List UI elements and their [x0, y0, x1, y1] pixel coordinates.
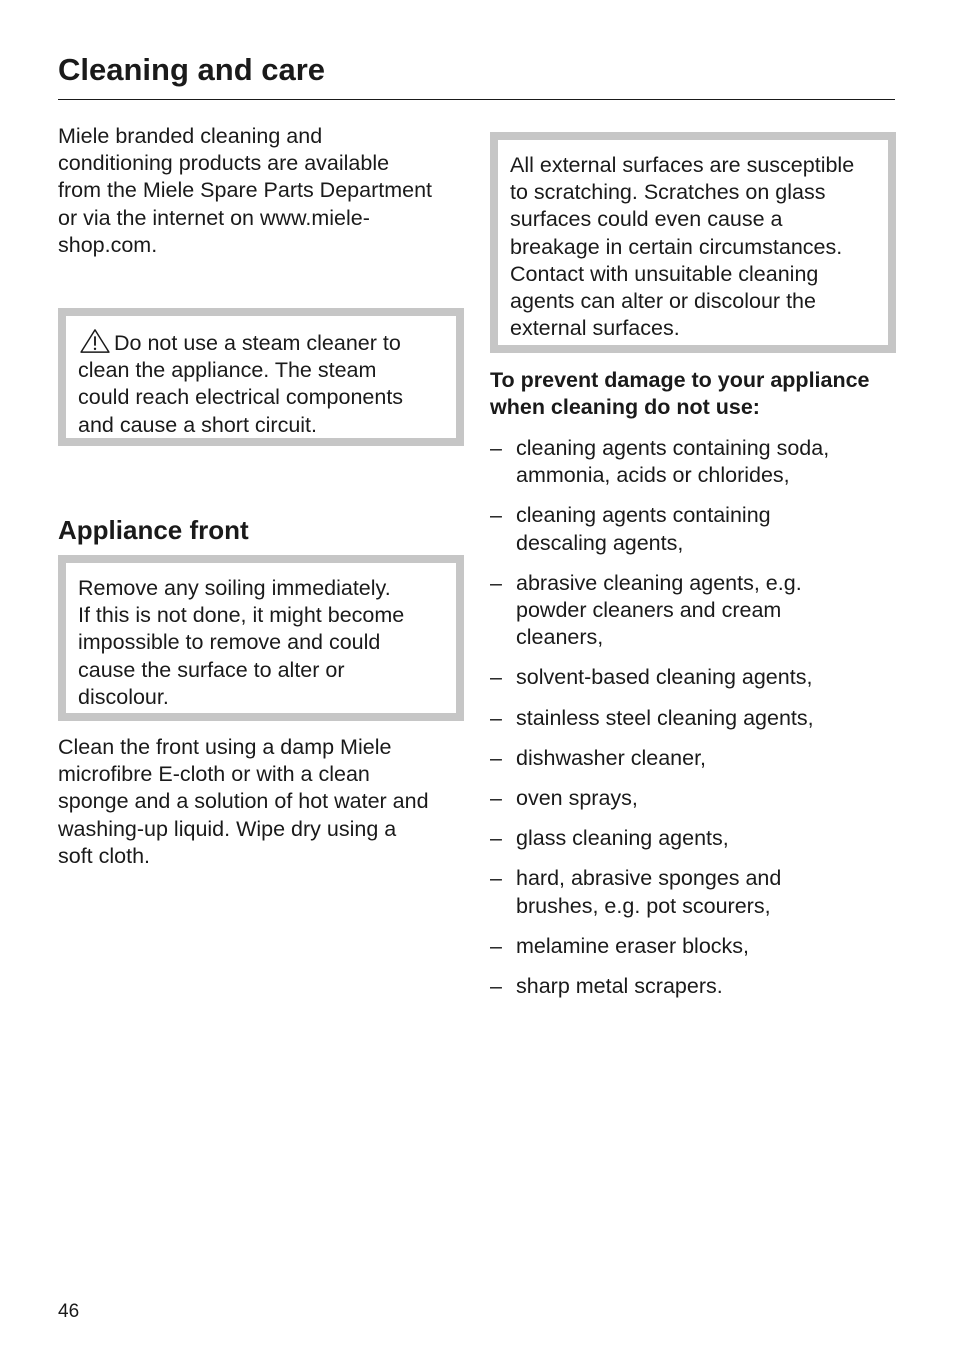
list-item	[490, 825, 896, 852]
note-line: All external surfaces are susceptible	[510, 153, 855, 177]
list-item-line: sharp metal scrapers.	[516, 974, 723, 999]
heading-line: To prevent damage to your appliance	[490, 368, 870, 392]
do-not-use-list-container	[490, 435, 896, 1000]
list-item	[490, 785, 896, 812]
list-item-line: melamine eraser blocks,	[516, 933, 750, 958]
page-number: 46	[58, 1301, 80, 1322]
list-item-line: glass cleaning agents,	[516, 826, 729, 851]
dash-bullet: –	[490, 933, 502, 958]
steam-warning-box	[58, 308, 464, 446]
list-item-line: brushes, e.g. pot scourers,	[516, 893, 771, 918]
warning-line: clean the appliance. The steam	[78, 358, 377, 383]
warning-triangle-icon	[78, 328, 112, 354]
heading-line: when cleaning do not use:	[490, 395, 760, 420]
warning-line: could reach electrical components	[78, 385, 404, 410]
list-item-line: solvent-based cleaning agents,	[516, 665, 813, 690]
note-line: breakage in certain circumstances.	[510, 234, 843, 259]
intro-line: conditioning products are available	[58, 151, 390, 176]
dash-bullet: –	[490, 665, 502, 690]
note-line: to scratching. Scratches on glass	[510, 180, 826, 205]
intro-line: from the Miele Spare Parts Department	[58, 178, 433, 203]
dash-bullet: –	[490, 826, 502, 851]
list-item	[490, 705, 896, 732]
note-line: discolour.	[78, 684, 169, 709]
paragraph-line: sponge and a solution of hot water and	[58, 789, 429, 814]
note-line: agents can alter or discolour the	[510, 289, 816, 314]
dash-bullet: –	[490, 974, 502, 999]
warning-line: Do not use a steam cleaner to	[114, 331, 401, 355]
note-line: Remove any soiling immediately.	[78, 576, 391, 600]
dash-bullet: –	[490, 503, 502, 528]
list-item-line: cleaners,	[516, 625, 604, 650]
surfaces-note-box	[490, 132, 896, 353]
dash-bullet: –	[490, 436, 502, 460]
note-line: cause the surface to alter or	[78, 657, 345, 682]
intro-line: shop.com.	[58, 232, 158, 257]
list-item	[490, 865, 896, 919]
list-item-line: powder cleaners and cream	[516, 598, 782, 623]
prevent-damage-heading	[490, 367, 896, 421]
intro-paragraph	[58, 123, 464, 259]
note-line: external surfaces.	[510, 316, 680, 341]
list-item-line: oven sprays,	[516, 786, 638, 811]
dash-bullet: –	[490, 705, 502, 730]
note-line: If this is not done, it might become	[78, 603, 405, 628]
paragraph-line: microfibre E-cloth or with a clean	[58, 762, 370, 787]
dash-bullet: –	[490, 570, 502, 595]
list-item-line: stainless steel cleaning agents,	[516, 705, 814, 730]
note-line: impossible to remove and could	[78, 630, 381, 655]
appliance-front-heading: Appliance front	[58, 515, 249, 545]
list-item-line: dishwasher cleaner,	[516, 745, 707, 770]
warning-line: and cause a short circuit.	[78, 412, 318, 437]
list-item-line: hard, abrasive sponges and	[516, 866, 782, 891]
list-item	[490, 502, 896, 556]
paragraph-line: Clean the front using a damp Miele	[58, 735, 392, 759]
clean-front-paragraph	[58, 734, 464, 870]
list-item-line: abrasive cleaning agents, e.g.	[516, 570, 802, 595]
title-divider	[58, 99, 895, 100]
list-item-line: ammonia, acids or chlorides,	[516, 463, 790, 488]
list-item	[490, 664, 896, 691]
list-item	[490, 745, 896, 772]
list-item-line: cleaning agents containing	[516, 503, 771, 528]
dash-bullet: –	[490, 866, 502, 891]
list-item	[490, 435, 896, 489]
list-item	[490, 933, 896, 960]
list-item	[490, 973, 896, 1000]
list-item-line: descaling agents,	[516, 530, 684, 555]
paragraph-line: washing-up liquid. Wipe dry using a	[58, 816, 397, 841]
note-line: surfaces could even cause a	[510, 207, 783, 232]
intro-line: or via the internet on www.miele-	[58, 205, 370, 230]
paragraph-line: soft cloth.	[58, 843, 151, 868]
note-line: Contact with unsuitable cleaning	[510, 261, 819, 286]
page-title: Cleaning and care	[58, 52, 326, 87]
intro-line: Miele branded cleaning and	[58, 124, 323, 148]
list-item-line: cleaning agents containing soda,	[516, 436, 830, 460]
soiling-note-box	[58, 555, 464, 721]
dash-bullet: –	[490, 745, 502, 770]
list-item	[490, 570, 896, 652]
dash-bullet: –	[490, 786, 502, 811]
do-not-use-list	[490, 435, 896, 1000]
